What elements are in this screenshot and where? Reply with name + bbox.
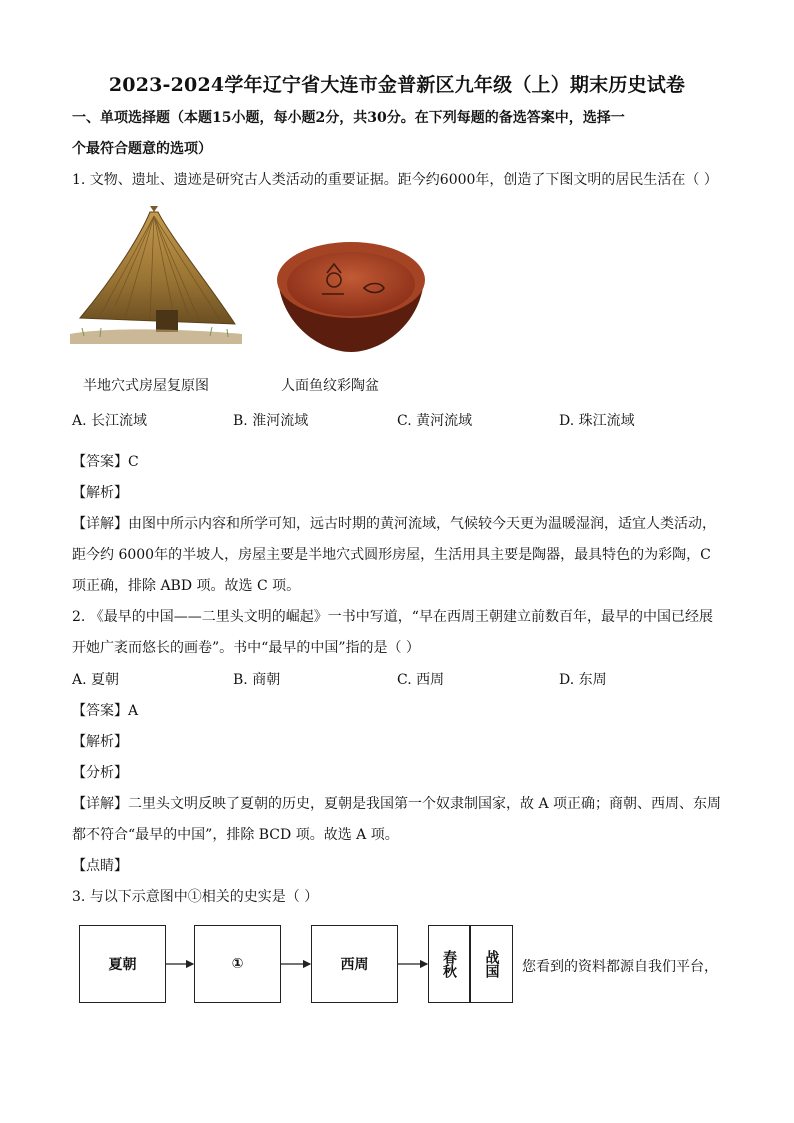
- q1-detail-line1: 【详解】由图中所示内容和所学可知，远古时期的黄河流域，气候较今天更为温暖湿润，适宜人类活动，: [72, 516, 716, 532]
- pottery-caption: 人面鱼纹彩陶盆: [281, 378, 379, 394]
- section-heading-line2: 个最符合题意的选项）: [72, 141, 212, 157]
- q2-analysis: 【解析】: [72, 734, 128, 750]
- q2-stem-line2: 开她广袤而悠长的画卷”。书中“最早的中国”指的是（ ）: [72, 640, 420, 656]
- timeline-label-chunqiu: 春秋: [441, 950, 457, 978]
- q1-option-d: D. 珠江流域: [559, 413, 635, 429]
- q2-option-d: D. 东周: [559, 672, 607, 688]
- q1-option-b: B. 淮河流域: [233, 413, 309, 429]
- hut-caption: 半地穴式房屋复原图: [83, 378, 209, 394]
- timeline-label-xizhou: 西周: [340, 957, 369, 973]
- q1-stem: 1. 文物、遗址、遗迹是研究古人类活动的重要证据。距今约6000年，创造了下图文明的居民生活在（ ）: [72, 172, 718, 188]
- q2-dianjing: 【点睛】: [72, 858, 128, 874]
- timeline-label-xia: 夏朝: [108, 957, 137, 973]
- q1-option-a: A. 长江流域: [72, 413, 148, 429]
- q2-fenxi: 【分析】: [72, 765, 128, 781]
- q2-answer: 【答案】A: [72, 703, 139, 719]
- q2-stem-line1: 2. 《最早的中国——二里头文明的崛起》一书中写道，“早在西周王朝建立前数百年，最早的中国已经展: [72, 609, 713, 625]
- timeline-label-zhanguo: 战国: [483, 950, 500, 978]
- q2-detail-line2: 都不符合“最早的中国”，排除 BCD 项。故选 A 项。: [72, 827, 399, 843]
- q2-option-c: C. 西周: [397, 672, 445, 688]
- q1-answer: 【答案】C: [72, 454, 139, 470]
- q2-option-b: B. 商朝: [233, 672, 281, 688]
- timeline-label-blank: ①: [231, 956, 244, 972]
- page-title: 2023-2024学年辽宁省大连市金普新区九年级（上）期末历史试卷: [108, 74, 686, 96]
- q1-detail-line2: 距今约 6000年的半坡人，房屋主要是半地穴式圆形房屋，生活用具主要是陶器，最具特色的为彩陶，C: [72, 547, 711, 563]
- q1-detail-line3: 项正确，排除 ABD 项。故选 C 项。: [72, 578, 301, 594]
- q2-option-a: A. 夏朝: [72, 672, 120, 688]
- q1-analysis: 【解析】: [72, 485, 128, 501]
- q3-stem: 3. 与以下示意图中①相关的史实是（ ）: [72, 889, 319, 905]
- platform-note: 您看到的资料都源自我们平台，: [522, 959, 718, 975]
- q2-detail-line1: 【详解】二里头文明反映了夏朝的历史，夏朝是我国第一个奴隶制国家，故 A 项正确；商朝、西周、东周: [72, 796, 722, 812]
- section-heading-line1: 一、单项选择题（本题15小题，每小题2分，共30分。在下列每题的备选答案中，选择一: [72, 110, 625, 126]
- q1-option-c: C. 黄河流域: [397, 413, 473, 429]
